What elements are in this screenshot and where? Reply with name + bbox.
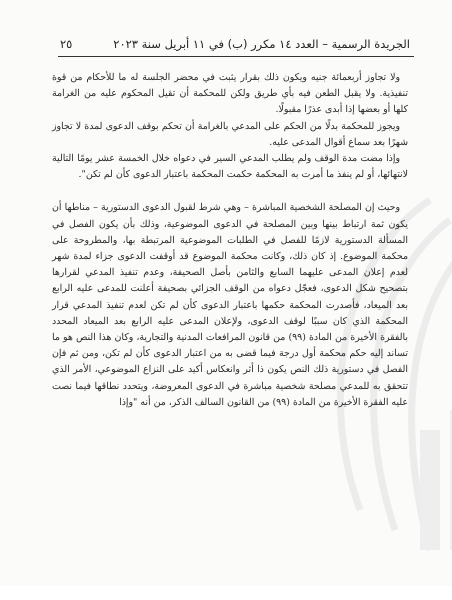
body-paragraph: ولا تجاوز أربعمائة جنيه ويكون ذلك بقرار يثبت في محضر الجلسة له ما للأحكام من قوة تنفيذية. ولا يقبل الطعن فيه بأي طريق ولكن للمحكمة أن تقيل المحكوم عليه من الغرامة كلها أو بعضها إذا أبدى عذرًا مقبولًا. — [52, 72, 408, 116]
header-divider — [58, 56, 414, 57]
body-paragraph: وحيث إن المصلحة الشخصية المباشرة – وهي شرط لقبول الدعوى الدستورية – مناطها أن يكون ثمة ارتباط بينها وبين المصلحة في الدعوى الموضوعية، وذلك بأن يكون الفصل في المسألة الدستورية لازمًا للفصل في الطلبات الموضوعية المرتبطة بها، والمطروحة على محكمة الموضوع. إذ كان ذلك، وكانت محكمة الموضوع قد أوقفت الدعوى جزاء لمدة شهر لعدم إعلان المدعى عليهما السابع والثامن بأصل الصحيفة، وعدم تنفيذ المدعي لقرارها بتصحيح شكل الدعوى، فعجّل دعواه من الوقف الجزائي بصحيفة أعلنت للمدعى عليه الرابع بعد الميعاد، فأصدرت المحكمة حكمها باعتبار الدعوى كأن لم تكن لعدم تنفيذ المدعي قرار المحكمة الذي كان سببًا لوقف الدعوى، ولإعلان المدعى عليه الرابع بعد الميعاد المحدد بالفقرة الأخيرة من المادة (٩٩) من قانون المرافعات المدنية والتجارية، وكان هذا النص هو ما تساند إليه حكم محكمة أول درجة فيما قضى به من اعتبار الدعوى كأن لم تكن، ومن ثم فإن الفصل في دستورية ذلك النص يكون ذا أثر وانعكاس أكيد على النزاع الموضوعي، الأمر الذي تتحقق به للمدعي مصلحة شخصية مباشرة في الدعوى المعروضة، ويتحدد نطاقها فيما نصت عليه الفقرة الأخيرة من المادة (٩٩) من القانون السالف الذكر، من أنه "وإذا — [52, 202, 408, 408]
document-body — [52, 70, 408, 411]
paragraph-spacer — [52, 183, 408, 200]
body-paragraph: وإذا مضت مدة الوقف ولم يطلب المدعي السير في دعواه خلال الخمسة عشر يومًا التالية لانتهائها، أو لم ينفذ ما أمرت به المحكمة حكمت المحكمة باعتبار الدعوى كأن لم تكن". — [52, 153, 408, 181]
body-paragraph: ويجوز للمحكمة بدلًا من الحكم على المدعي بالغرامة أن تحكم بوقف الدعوى لمدة لا تجاوز شهرًا بعد سماع أقوال المدعى عليه. — [52, 120, 408, 148]
page-header — [60, 36, 410, 52]
gazette-title: الجريدة الرسمية – العدد ١٤ مكرر (ب) في ١١ أبريل سنة ٢٠٢٣ — [113, 37, 410, 51]
page-number: ٢٥ — [60, 37, 73, 51]
